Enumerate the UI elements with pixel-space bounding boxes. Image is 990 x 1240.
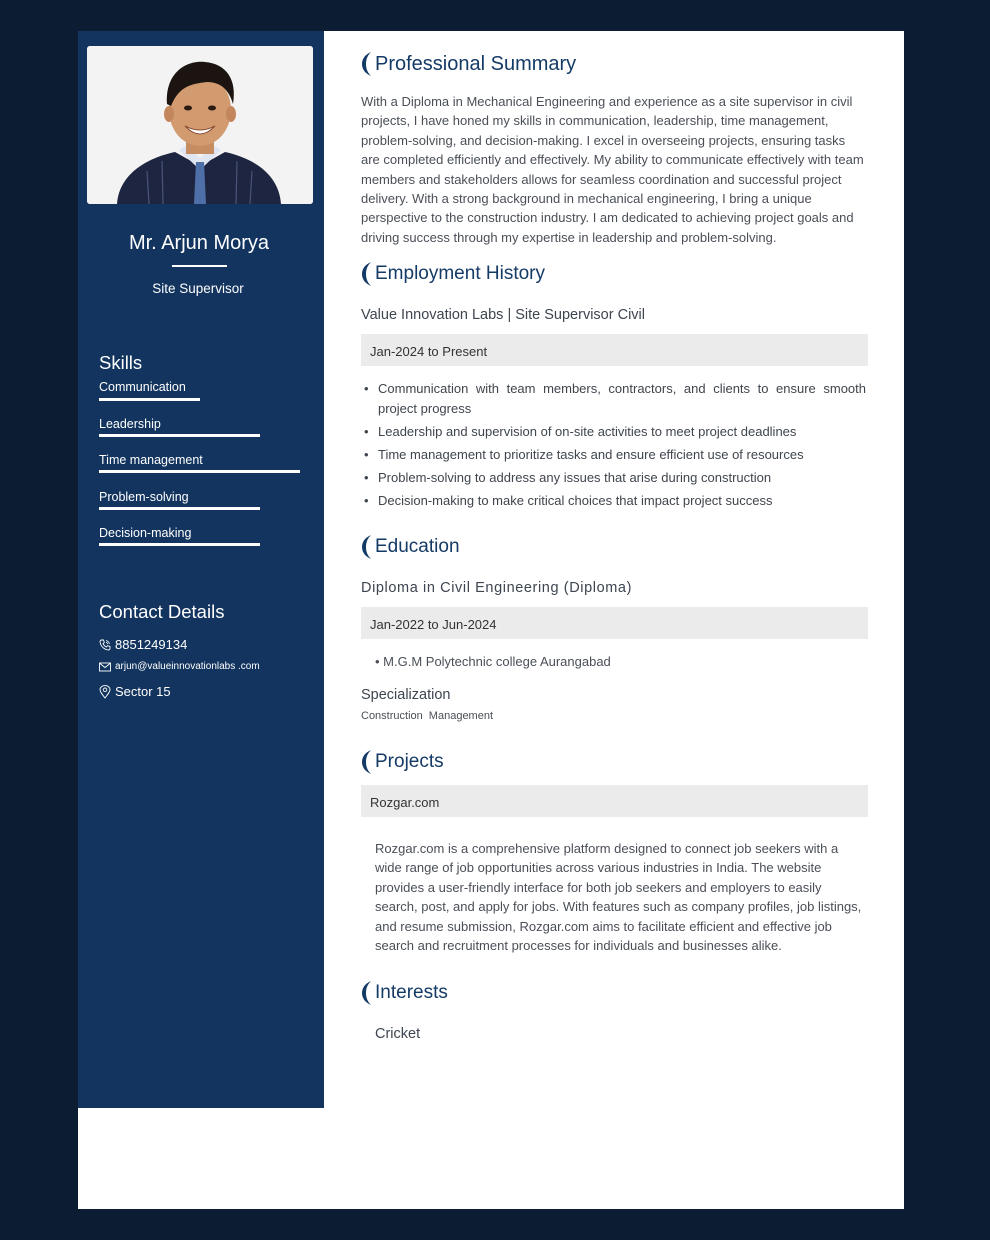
skill-bar	[99, 470, 300, 473]
skill-label: Time management	[99, 453, 203, 467]
skill-bar	[99, 398, 200, 401]
crescent-icon	[361, 51, 372, 77]
projects-heading-label: Projects	[375, 751, 444, 772]
skill-label: Communication	[99, 380, 186, 394]
contact-heading: Contact Details	[99, 601, 225, 622]
skill-label: Decision-making	[99, 526, 192, 540]
resume-page	[78, 31, 904, 1209]
contact-phone-row	[99, 637, 187, 652]
name-divider	[172, 265, 227, 267]
skill-bar	[99, 507, 260, 510]
projects-heading	[361, 749, 444, 775]
skill-label: Problem-solving	[99, 490, 189, 504]
crescent-icon	[361, 261, 372, 287]
sidebar	[78, 31, 324, 1108]
list-item: • Time management to prioritize tasks and ensure efficient use of resources	[361, 445, 866, 465]
list-item: • Decision-making to make critical choices that impact project success	[361, 491, 866, 511]
skills-heading: Skills	[99, 352, 143, 373]
contact-phone[interactable]: 8851249134	[115, 637, 188, 652]
list-item: • Leadership and supervision of on-site activities to meet project deadlines	[361, 422, 866, 442]
candidate-title: Site Supervisor	[152, 281, 244, 296]
phone-icon	[99, 639, 111, 651]
crescent-icon	[361, 534, 372, 560]
project-name: Rozgar.com	[361, 785, 868, 817]
candidate-name: Mr. Arjun Morya	[128, 232, 270, 254]
skill-label: Leadership	[99, 417, 161, 431]
interest-item: Cricket	[375, 1026, 421, 1042]
employment-bullets	[361, 379, 866, 514]
mail-icon	[99, 662, 111, 672]
list-item: • Communication with team members, contractors, and clients to ensure smooth project progress	[361, 379, 866, 418]
summary-heading	[361, 51, 576, 77]
employment-heading	[361, 261, 545, 287]
specialization-value: Construction Management	[361, 710, 494, 722]
contact-email-row	[99, 661, 260, 672]
contact-email[interactable]: arjun@valueinnovationlabs .com	[115, 661, 260, 672]
interests-heading	[361, 980, 448, 1006]
employment-role: Value Innovation Labs | Site Supervisor Civil	[361, 307, 645, 323]
education-degree: Diploma in Civil Engineering (Diploma)	[361, 580, 633, 596]
specialization-label: Specialization	[361, 687, 451, 703]
crescent-icon	[361, 980, 372, 1006]
contact-address-row	[99, 684, 171, 699]
education-dates: Jan-2022 to Jun-2024	[361, 607, 868, 639]
interests-heading-label: Interests	[375, 982, 448, 1003]
contact-address: Sector 15	[115, 684, 171, 699]
project-description: Rozgar.com is a comprehensive platform designed to connect job seekers with a wide range of job opportunities across various industries in India. The website provides a user-friendly interface for both job seekers and employers to easily search, post, and apply for jobs. With features such as company profiles, job listings, and resume submission, Rozgar.com aims to facilitate efficient and effective job search and recruitment processes for individuals and businesses alike.	[375, 841, 862, 954]
education-heading-label: Education	[375, 536, 460, 557]
summary-text: With a Diploma in Mechanical Engineering and experience as a site supervisor in civil projects, I have honed my skills in communication, leadership, time management, problem-solving, and decision-making. I excel in overseeing projects, ensuring tasks are completed efficiently and effectively. My ability to communicate effectively with team members and stakeholders allows for seamless coordination and successful project delivery. With a strong background in mechanical engineering, I bring a unique perspective to the construction industry. I am dedicated to achieving project goals and driving success through my expertise in leadership and problem-solving.	[361, 94, 864, 245]
skill-bar	[99, 434, 260, 437]
education-heading	[361, 534, 460, 560]
skill-bar	[99, 543, 260, 546]
employment-dates: Jan-2024 to Present	[361, 334, 868, 366]
list-item: • Problem-solving to address any issues that arise during construction	[361, 468, 866, 488]
profile-photo	[87, 46, 313, 204]
employment-heading-label: Employment History	[375, 263, 545, 284]
summary-heading-label: Professional Summary	[375, 52, 577, 75]
location-pin-icon	[99, 685, 111, 699]
crescent-icon	[361, 749, 372, 775]
education-institution: • M.G.M Polytechnic college Aurangabad	[375, 654, 611, 669]
